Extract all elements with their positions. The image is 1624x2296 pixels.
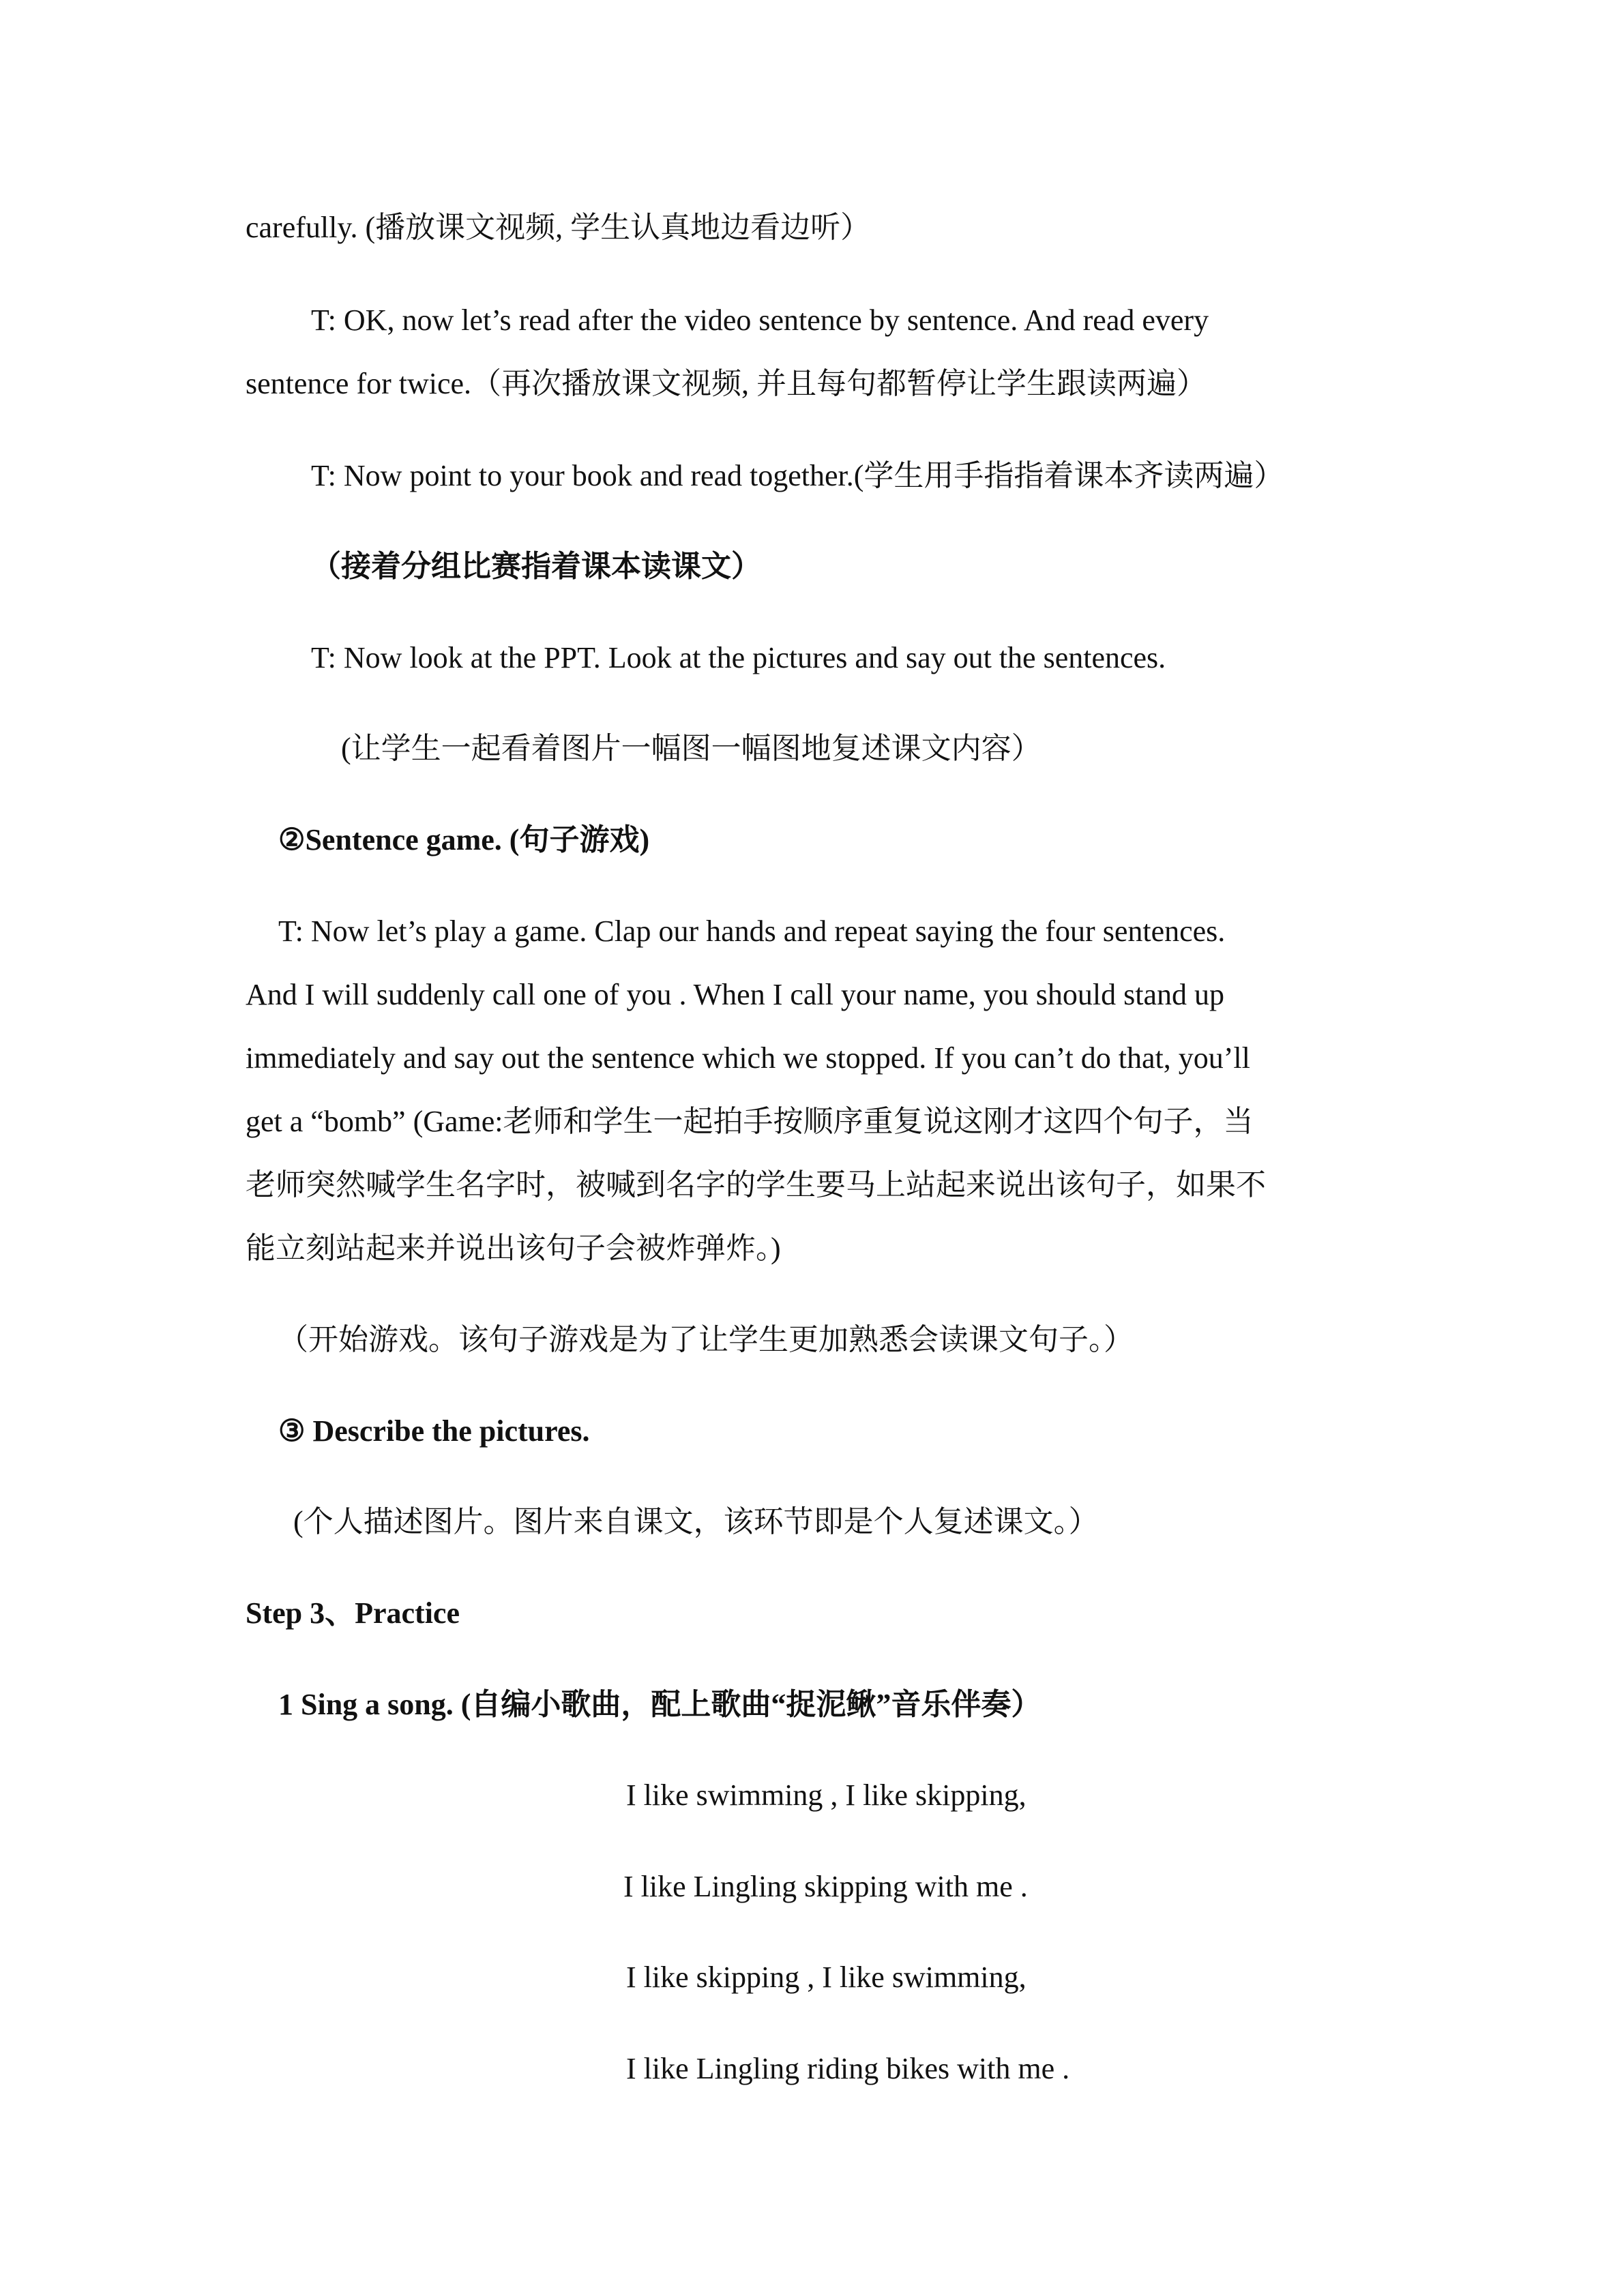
paragraph-line: (让学生一起看着图片一幅图一幅图地复述课文内容） xyxy=(341,732,1042,765)
song-lyric-line: I like Lingling skipping with me . xyxy=(623,1870,1028,1903)
paragraph-line: T: Now point to your book and read together.(学生用手指指着课本齐读两遍） xyxy=(311,459,1284,492)
paragraph-line: (个人描述图片。图片来自课文，该环节即是个人复述课文。） xyxy=(293,1505,1099,1538)
paragraph-line: immediately and say out the sentence which we stopped. If you can’t do that, you’ll xyxy=(246,1041,1250,1075)
song-lyric-line: I like Lingling riding bikes with me . xyxy=(626,2052,1070,2085)
paragraph-line: T: OK, now let’s read after the video sentence by sentence. And read every xyxy=(311,303,1209,337)
paragraph-line: 能立刻站起来并说出该句子会被炸弹炸。) xyxy=(246,1232,781,1265)
paragraph-line: get a “bomb” (Game:老师和学生一起拍手按顺序重复说这刚才这四个句子，当 xyxy=(246,1105,1254,1138)
section-heading: ②Sentence game. (句子游戏) xyxy=(278,823,650,856)
song-lyric-line: I like swimming , I like skipping, xyxy=(626,1778,1027,1812)
paragraph-line: sentence for twice.（再次播放课文视频, 并且每句都暂停让学生跟读两遍） xyxy=(246,367,1207,400)
paragraph-line: And I will suddenly call one of you . When I call your name, you should stand up xyxy=(246,978,1225,1011)
paragraph-line: 老师突然喊学生名字时，被喊到名字的学生要马上站起来说出该句子，如果不 xyxy=(246,1168,1266,1202)
paragraph-line: T: Now let’s play a game. Clap our hands and repeat saying the four sentences. xyxy=(278,914,1226,948)
section-heading: 1 Sing a song. (自编小歌曲，配上歌曲“捉泥鳅”音乐伴奏） xyxy=(278,1688,1042,1721)
section-note: （接着分组比赛指着课本读课文） xyxy=(311,550,761,583)
paragraph-line: T: Now look at the PPT. Look at the pictures and say out the sentences. xyxy=(311,641,1166,674)
paragraph-line: （开始游戏。该句子游戏是为了让学生更加熟悉会读课文句子。） xyxy=(278,1323,1134,1356)
section-heading: ③ Describe the pictures. xyxy=(278,1414,590,1448)
step-heading: Step 3、Practice xyxy=(246,1596,460,1630)
paragraph-line: carefully. (播放课文视频, 学生认真地边看边听） xyxy=(246,211,871,244)
song-lyric-line: I like skipping , I like swimming, xyxy=(626,1960,1027,1994)
